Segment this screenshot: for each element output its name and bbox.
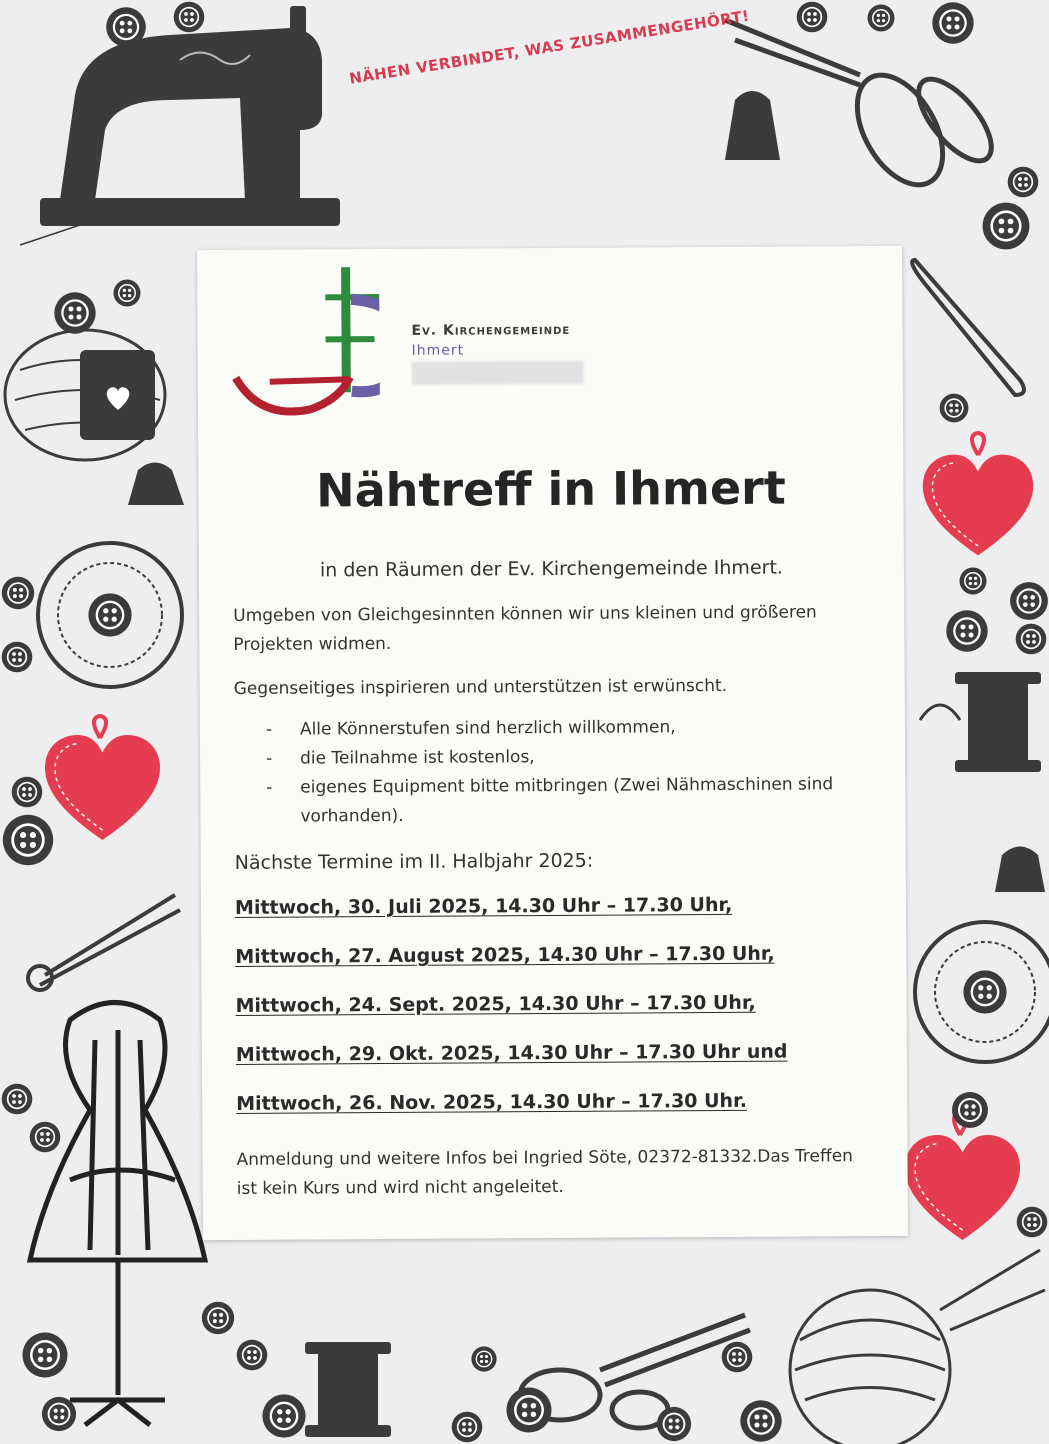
scissors-icon [520,1315,750,1428]
heart-icon [923,455,1033,556]
date-item: Mittwoch, 30. Juli 2025, 14.30 Uhr – 17.30 Uhr, [234,893,733,919]
sewing-machine-icon [20,6,340,245]
heart-icon [45,735,160,840]
date-item: Mittwoch, 26. Nov. 2025, 14.30 Uhr – 17.30 Uhr. [236,1089,748,1115]
org-name: Ev. Kirchengemeinde [411,321,571,339]
list-item: - die Teilnahme ist kostenlos, [234,741,874,774]
info-list [234,712,875,832]
button-icon [963,970,1006,1013]
list-item: - Alle Könnerstufen sind herzlich willkommen, [234,712,874,745]
intro-text: Umgeben von Gleichgesinnten können wir uns kleinen und größeren Projekten widmen. [233,602,817,655]
contact-info: Anmeldung und weitere Infos bei Ingried Söte, 02372-81332.Das Treffen ist kein Kurs und wird nicht angeleitet. [236,1146,853,1199]
date-item: Mittwoch, 24. Sept. 2025, 14.30 Uhr – 17.30 Uhr, [235,991,756,1017]
date-item: Mittwoch, 29. Okt. 2025, 14.30 Uhr – 17.30 Uhr und [235,1040,788,1066]
intro-text-2: Gegenseitiges inspirieren und unterstützen ist erwünscht. [233,675,728,699]
organization [411,320,570,361]
flyer-sheet [197,246,908,1240]
subtitle: in den Räumen der Ev. Kirchengemeinde Ihmert. [319,556,783,582]
page-title: Nähtreff in Ihmert [315,460,786,518]
date-item: Mittwoch, 27. August 2025, 14.30 Uhr – 17.30 Uhr, [235,942,775,968]
redacted-area [412,361,584,385]
date-list [235,892,788,1140]
org-place: Ihmert [411,342,465,359]
button-icon [88,593,131,636]
yarn-ball-icon [790,1250,1045,1444]
tagline: NÄHEN VERBINDET, WAS ZUSAMMENGEHÖRT! [348,6,751,88]
dates-heading: Nächste Termine im II. Halbjahr 2025: [234,849,594,874]
church-logo-icon [229,259,380,430]
list-item: - eigenes Equipment bitte mitbringen (Zwei Nähmaschinen sind vorhanden). [234,770,874,832]
yarn-ball-icon [5,330,165,460]
heart-icon [905,1135,1020,1240]
